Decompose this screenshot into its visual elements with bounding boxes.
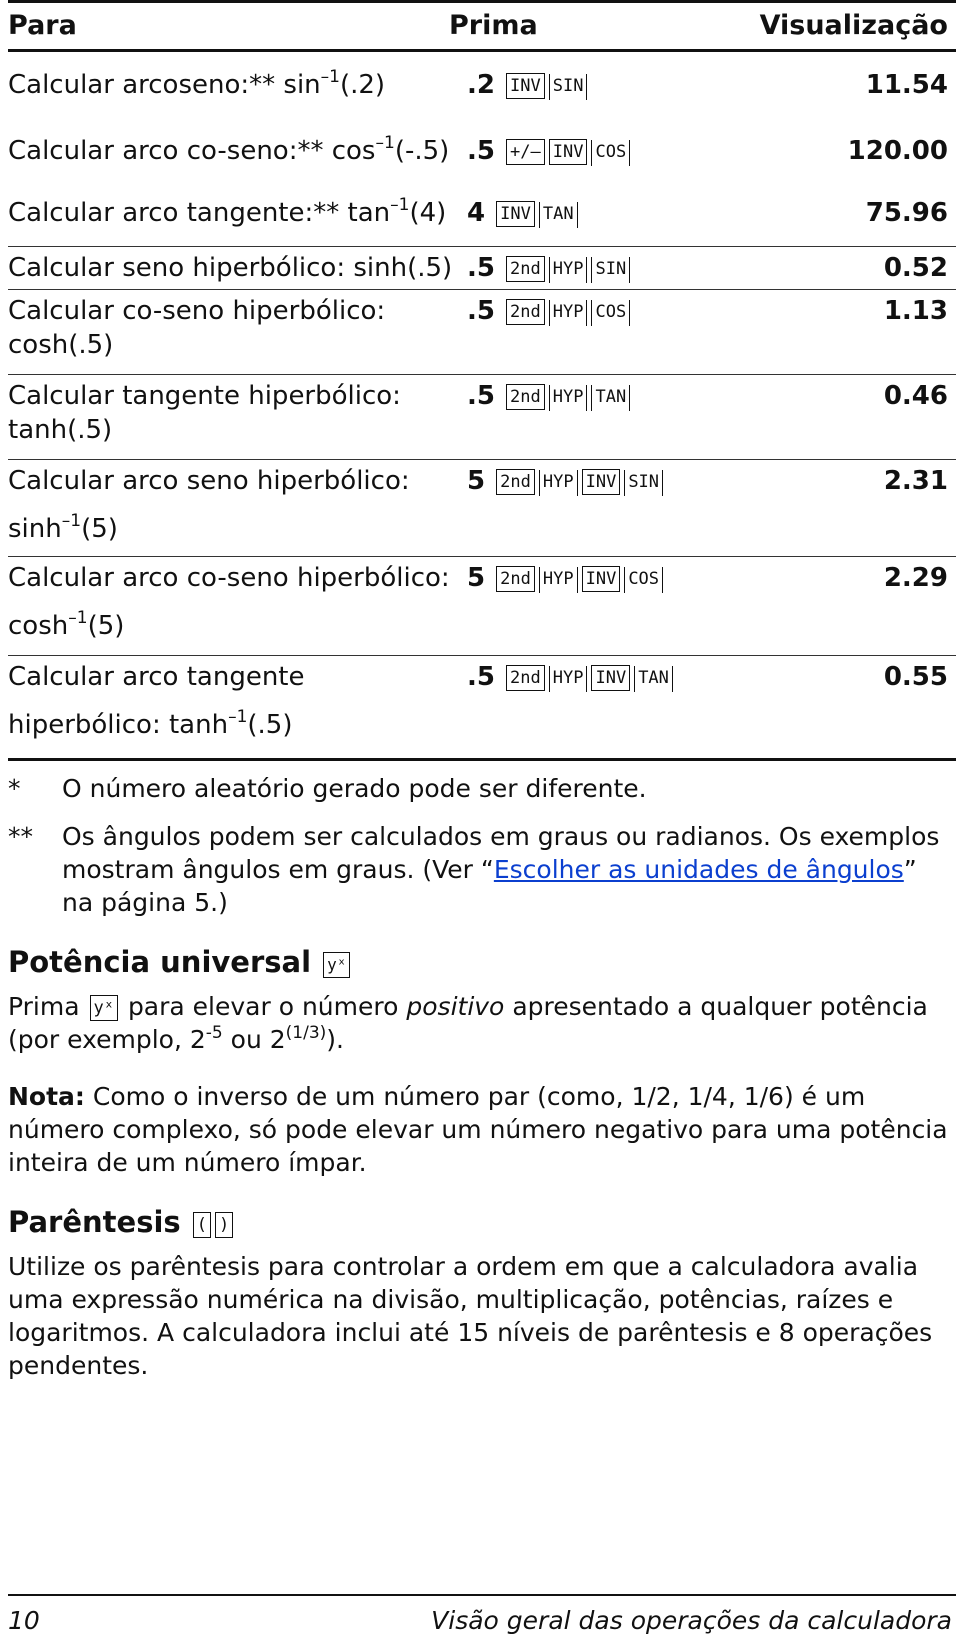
key-sequence bbox=[467, 561, 665, 595]
table-body bbox=[8, 52, 956, 761]
key-sequence-number: 5 bbox=[467, 466, 486, 496]
key-sequence-number: .2 bbox=[467, 70, 495, 100]
calculator-key: INV bbox=[582, 469, 621, 495]
table-row bbox=[8, 118, 956, 180]
calculator-key: HYP bbox=[539, 470, 578, 496]
calculator-key: HYP bbox=[549, 666, 588, 692]
footnote-text: O número aleatório gerado pode ser diferente. bbox=[62, 774, 647, 803]
display-value: 0.55 bbox=[883, 662, 948, 692]
key-sequence-number: .5 bbox=[467, 136, 495, 166]
calculator-key: SIN bbox=[549, 74, 588, 100]
key-sequence bbox=[467, 379, 632, 413]
footnote-mark: * bbox=[8, 774, 21, 803]
calculator-key: TAN bbox=[539, 202, 578, 228]
calculator-key: SIN bbox=[591, 257, 630, 283]
table-row bbox=[8, 180, 956, 247]
calculator-key: INV bbox=[496, 201, 535, 227]
table-header bbox=[8, 0, 956, 52]
calculator-key: COS bbox=[591, 300, 630, 326]
parens-paragraph: Utilize os parêntesis para controlar a ordem em que a calculadora avalia uma expressão numérica na divisão, multiplicação, potências, raízes e logaritmos. A calculadora inclui até 15 níveis de parêntesis e 8 operações pendentes. bbox=[8, 1252, 933, 1380]
section-title-parens: Parêntesis ( ) bbox=[8, 1205, 235, 1239]
calculator-key: HYP bbox=[539, 567, 578, 593]
key-sequence bbox=[467, 660, 675, 694]
table-row bbox=[8, 375, 956, 460]
open-paren-key: ( bbox=[193, 1212, 211, 1238]
key-sequence bbox=[467, 464, 665, 498]
operation-description: Calcular arcoseno:** $\sin^{-1}(.2)$ bbox=[8, 67, 386, 100]
calculator-key: TAN bbox=[634, 666, 673, 692]
calculator-key: INV bbox=[591, 665, 630, 691]
footnote-random bbox=[8, 772, 948, 806]
display-value: 120.00 bbox=[847, 136, 948, 166]
calculator-key: 2nd bbox=[506, 299, 545, 325]
power-note: Nota: Como o inverso de um número par (como, 1/2, 1/4, 1/6) é um número complexo, só pode elevar um número negativo para uma potência inteira de um número ímpar. bbox=[8, 1082, 948, 1177]
table-row bbox=[8, 460, 956, 557]
key-sequence bbox=[467, 251, 632, 285]
calculator-key: TAN bbox=[591, 385, 630, 411]
calculator-key: COS bbox=[624, 567, 663, 593]
header-display: Visualização bbox=[759, 10, 948, 41]
display-value: 0.46 bbox=[883, 381, 948, 411]
close-paren-key: ) bbox=[215, 1212, 233, 1238]
key-sequence-number: .5 bbox=[467, 662, 495, 692]
key-sequence-number: .5 bbox=[467, 296, 495, 326]
footnote-mark: ** bbox=[8, 822, 33, 851]
display-value: 11.54 bbox=[865, 70, 948, 100]
angle-units-link[interactable]: Escolher as unidades de ângulos bbox=[493, 855, 904, 884]
calculator-key: 2nd bbox=[506, 665, 545, 691]
key-sequence-number: 5 bbox=[467, 563, 486, 593]
calculator-key: HYP bbox=[549, 257, 588, 283]
key-sequence-number: .5 bbox=[467, 253, 495, 283]
power-paragraph: Prima yˣ para elevar o número positivo apresentado a qualquer potência (por exemplo, $2^{-5}$ ou $2^{(1/3)}$). bbox=[8, 992, 928, 1054]
display-value: 0.52 bbox=[883, 253, 948, 283]
calculator-key: 2nd bbox=[506, 256, 545, 282]
key-sequence-number: 4 bbox=[467, 198, 486, 228]
calculator-key: COS bbox=[591, 140, 630, 166]
footnote-text: Os ângulos podem ser calculados em graus ou radianos. Os exemplos mostram ângulos em graus. (Ver “Escolher as unidades de ângulos” na página 5.) bbox=[62, 822, 940, 917]
header-press: Prima bbox=[449, 10, 538, 41]
operation-description: Calcular tangente hiperbólico: tanh(.5) bbox=[8, 381, 401, 445]
operation-description: Calcular co-seno hiperbólico: cosh(.5) bbox=[8, 296, 386, 360]
calculator-key: INV bbox=[582, 566, 621, 592]
operation-description: Calcular seno hiperbólico: sinh(.5) bbox=[8, 253, 453, 283]
power-key-inline: yˣ bbox=[90, 995, 118, 1021]
display-value: 75.96 bbox=[865, 198, 948, 228]
calculator-key: INV bbox=[549, 139, 588, 165]
display-value: 2.31 bbox=[883, 466, 948, 496]
table-row bbox=[8, 247, 956, 290]
chapter-title: Visão geral das operações da calculadora bbox=[431, 1606, 952, 1635]
calculator-key: 2nd bbox=[496, 469, 535, 495]
footer-rule bbox=[8, 1594, 956, 1596]
calculator-key: 2nd bbox=[506, 384, 545, 410]
key-sequence bbox=[467, 294, 632, 328]
calculator-key: 2nd bbox=[496, 566, 535, 592]
footnote-angles bbox=[8, 820, 948, 920]
table-row bbox=[8, 52, 956, 118]
display-value: 1.13 bbox=[883, 296, 948, 326]
section-title-power: Potência universal yˣ bbox=[8, 945, 352, 979]
table-row bbox=[8, 656, 956, 761]
page-number: 10 bbox=[8, 1606, 40, 1635]
operations-table bbox=[8, 0, 956, 761]
power-key: yˣ bbox=[323, 952, 350, 978]
calculator-key: INV bbox=[506, 73, 545, 99]
operation-description: Calcular arco co-seno hiperbólico: $\cosh^{-1}(5)$ bbox=[8, 563, 450, 641]
calculator-key: HYP bbox=[549, 300, 588, 326]
key-sequence-number: .5 bbox=[467, 381, 495, 411]
operation-description: Calcular arco tangente hiperbólico: $\tanh^{-1}(.5)$ bbox=[8, 662, 305, 740]
calculator-key: SIN bbox=[624, 470, 663, 496]
operation-description: Calcular arco tangente:** $\tan^{-1}(4)$ bbox=[8, 195, 447, 228]
key-sequence bbox=[467, 196, 580, 230]
key-sequence bbox=[467, 68, 589, 102]
table-row bbox=[8, 290, 956, 375]
operation-description: Calcular arco co-seno:** $\cos^{-1}(-.5)$ bbox=[8, 133, 450, 166]
operation-description: Calcular arco seno hiperbólico: $\sinh^{-1}(5)$ bbox=[8, 466, 410, 544]
header-action: Para bbox=[8, 10, 77, 41]
display-value: 2.29 bbox=[883, 563, 948, 593]
calculator-key: HYP bbox=[549, 385, 588, 411]
calculator-key: +/– bbox=[506, 139, 545, 165]
note-label: Nota: bbox=[8, 1082, 85, 1111]
key-sequence bbox=[467, 134, 632, 168]
table-row bbox=[8, 557, 956, 656]
